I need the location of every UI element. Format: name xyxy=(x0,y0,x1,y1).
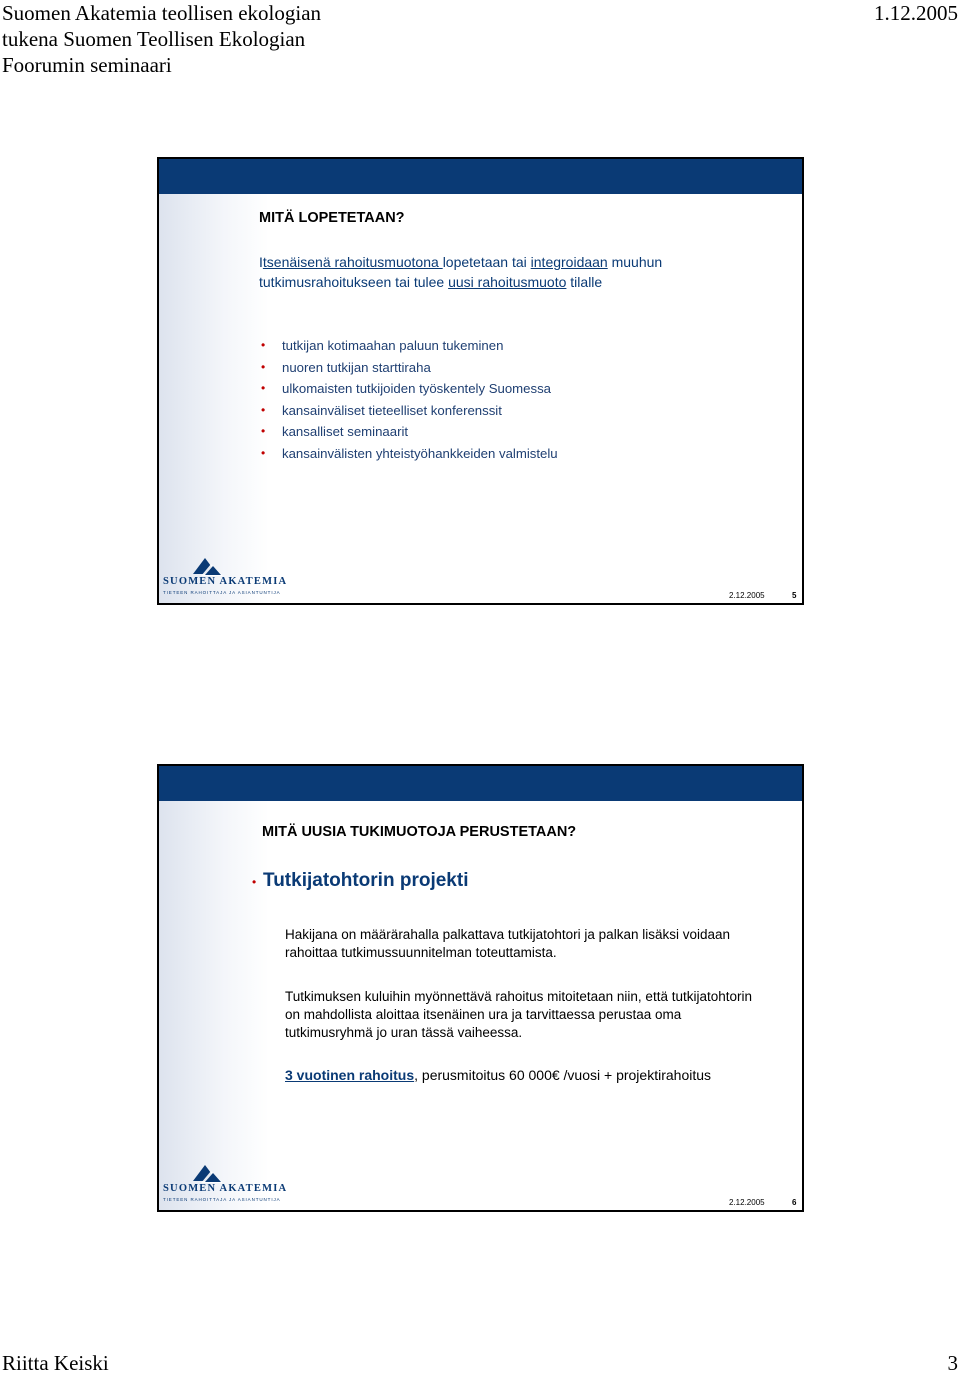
intro-part-underlined: uusi rahoitusmuoto xyxy=(448,274,567,290)
slide-side-gradient xyxy=(159,801,269,1210)
paragraph: Tutkimuksen kuluihin myönnettävä rahoitus mitoitetaan niin, että tutkijatohtorin on mahdollista aloittaa itsenäinen ura ja tarvittaessa perustaa oma tutkimusryhmä jo uran tässä vaiheessa. xyxy=(285,989,752,1040)
paragraph: Hakijana on määrärahalla palkattava tutkijatohtori ja palkan lisäksi voidaan rahoittaa tutkimussuunnitelman toteuttamista. xyxy=(285,927,731,960)
list-item: • kansalliset seminaarit xyxy=(261,421,558,443)
slide-side-gradient xyxy=(159,194,269,603)
slide-subheading: Tutkijatohtorin projekti xyxy=(263,870,469,891)
slide-number: 6 xyxy=(792,1198,797,1207)
intro-part-underlined: integroidaan xyxy=(530,254,608,270)
header-line-3: Foorumin seminaari xyxy=(2,53,172,77)
intro-part: I xyxy=(259,254,263,270)
bullet-list xyxy=(261,335,558,465)
list-item: • ulkomaisten tutkijoiden työskentely Suomessa xyxy=(261,378,558,400)
slide-intro-text xyxy=(259,252,779,292)
list-item: • kansainvälisten yhteistyöhankkeiden valmistelu xyxy=(261,443,558,465)
academy-logo xyxy=(163,556,293,605)
intro-part: muuhun tutkimusrahoitukseen tai tulee xyxy=(259,254,663,290)
list-item: • tutkijan kotimaahan paluun tukeminen xyxy=(261,335,558,357)
logo-name: SUOMEN AKATEMIA xyxy=(163,1183,288,1194)
page-header-date: 1.12.2005 xyxy=(874,1,958,25)
intro-part: lopetetaan tai xyxy=(442,254,531,270)
funding-details: , perusmitoitus 60 000€ /vuosi + projektirahoitus xyxy=(414,1067,712,1083)
slide-date: 2.12.2005 xyxy=(729,591,765,600)
list-item: • kansainväliset tieteelliset konferenssit xyxy=(261,400,558,422)
bullet-icon: • xyxy=(252,875,257,889)
slide-6 xyxy=(157,764,804,1212)
page-footer-number: 3 xyxy=(947,1351,958,1375)
page-footer-author: Riitta Keiski xyxy=(2,1351,109,1375)
slide-header-band xyxy=(159,766,802,801)
intro-part: tilalle xyxy=(566,274,603,290)
funding-line xyxy=(285,1067,711,1083)
slide-title: MITÄ LOPETETAAN? xyxy=(259,210,405,226)
logo-name: SUOMEN AKATEMIA xyxy=(163,576,288,587)
funding-highlight: 3 vuotinen rahoitus xyxy=(285,1067,415,1083)
logo-mark-icon xyxy=(163,1163,293,1185)
header-line-2: tukena Suomen Teollisen Ekologian xyxy=(2,27,306,51)
slide-header-band xyxy=(159,159,802,194)
slide-title: MITÄ UUSIA TUKIMUOTOJA PERUSTETAAN? xyxy=(262,824,577,840)
logo-tagline: TIETEEN RAHOITTAJA JA ASIANTUNTIJA xyxy=(163,590,281,595)
slide-date: 2.12.2005 xyxy=(729,1198,765,1207)
list-item: • nuoren tutkijan starttiraha xyxy=(261,357,558,379)
header-line-1: Suomen Akatemia teollisen ekologian xyxy=(2,1,322,25)
logo-tagline: TIETEEN RAHOITTAJA JA ASIANTUNTIJA xyxy=(163,1197,281,1202)
slide-5 xyxy=(157,157,804,605)
logo-mark-icon xyxy=(163,556,293,578)
slide-number: 5 xyxy=(792,591,797,600)
page-header-title xyxy=(2,0,321,78)
intro-part-underlined: tsenäisenä rahoitusmuotona xyxy=(262,254,443,270)
academy-logo xyxy=(163,1163,293,1212)
